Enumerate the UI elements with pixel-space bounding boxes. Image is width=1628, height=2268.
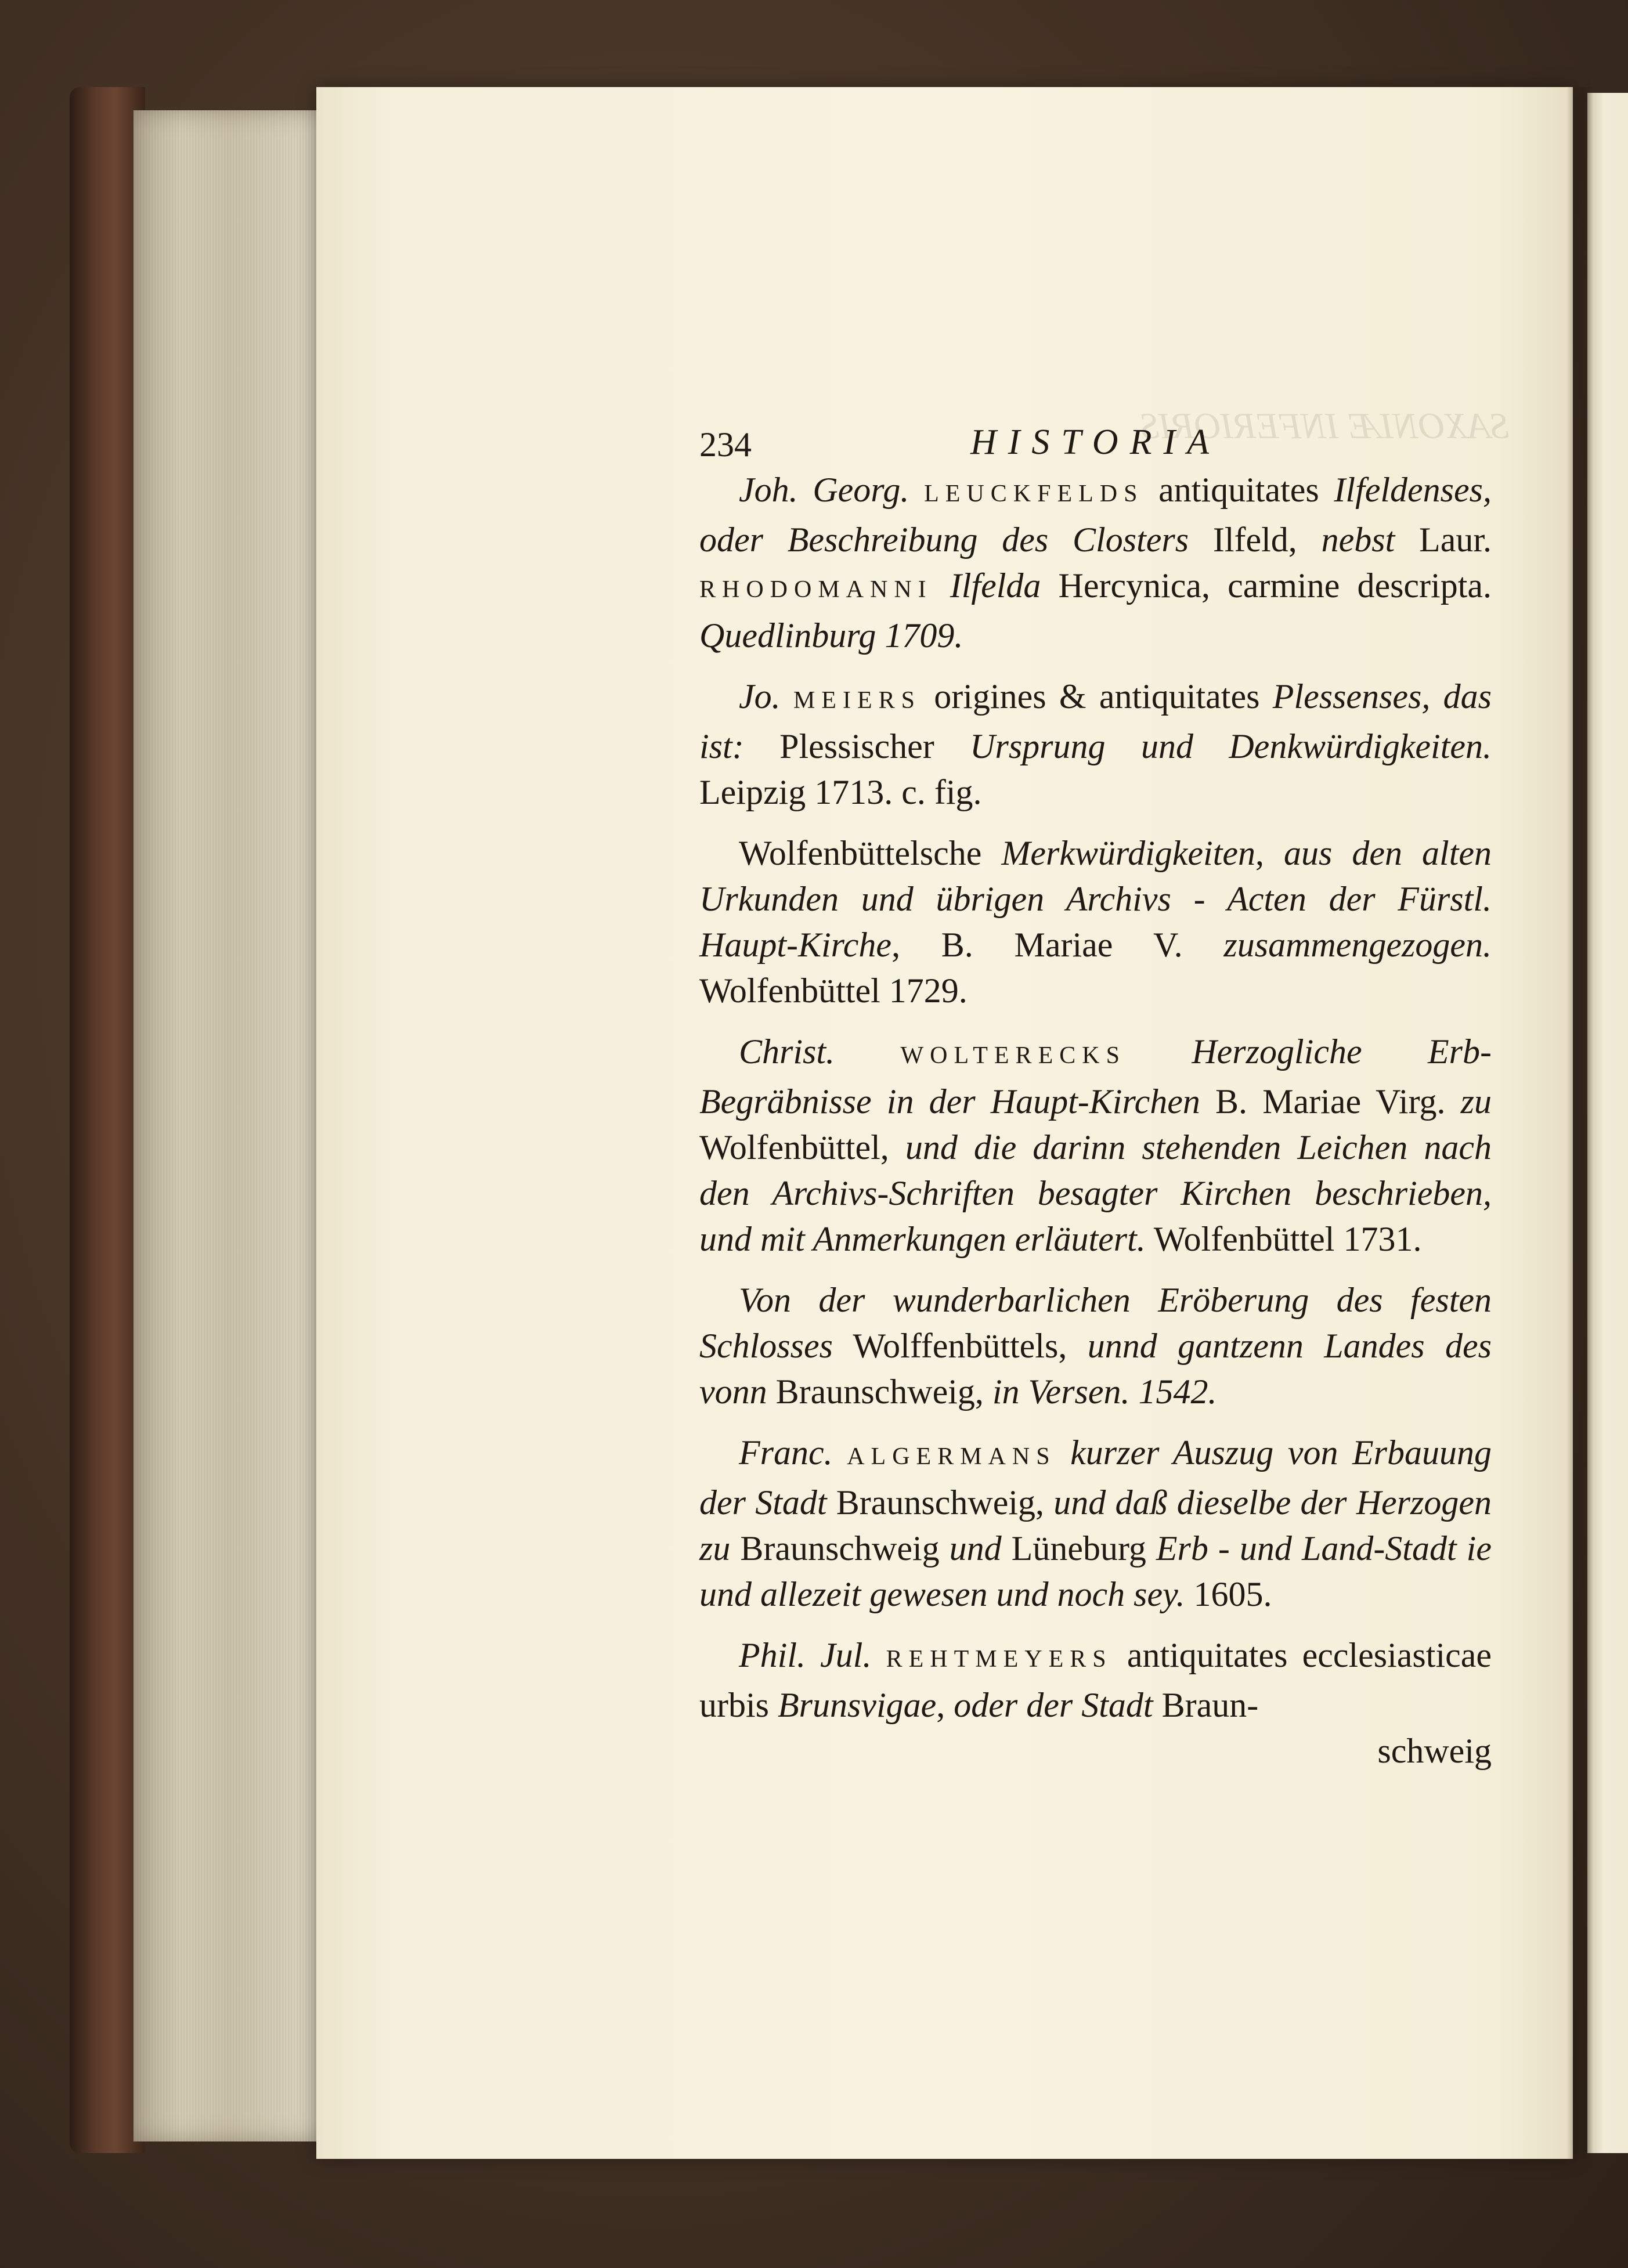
catchword: schweig xyxy=(1377,1732,1492,1770)
text-block xyxy=(699,415,1492,1774)
entry-text: Wolfenbüttelsche xyxy=(739,834,1002,872)
entry-text: Laur. xyxy=(1395,521,1492,559)
bibliography-entry xyxy=(699,1430,1492,1617)
entry-text xyxy=(835,1032,900,1071)
entry-text: Ilfelda xyxy=(950,566,1041,605)
page-edges xyxy=(133,110,325,2141)
entry-text: Quedlinburg 1709. xyxy=(699,616,963,655)
entry-text: 1605. xyxy=(1185,1575,1272,1613)
entry-text: Plessischer xyxy=(743,727,970,765)
entry-text xyxy=(909,471,924,509)
entry-text: Herzogliche Erb-Begräbnisse in der Haupt-Kirchen xyxy=(699,1032,1492,1121)
entry-text: , xyxy=(1255,834,1284,872)
entry-text: ALGERMANS xyxy=(847,1443,1056,1470)
entry-text: und die darinn stehenden Leichen nach den Archivs-Schriften besagter Kirchen beschrieben, und mit Anmerkungen erläutert. xyxy=(699,1128,1492,1258)
bibliography-entries xyxy=(699,467,1492,1728)
entry-text: Franc. xyxy=(739,1433,833,1472)
bibliography-entry xyxy=(699,1277,1492,1415)
entry-text: und daß dieselbe der Herzogen zu xyxy=(699,1483,1492,1568)
entry-text: MEIERS xyxy=(793,687,921,714)
bibliography-entry xyxy=(699,1029,1492,1262)
entry-text: Ilfeld, xyxy=(1189,521,1322,559)
entry-text: nebst xyxy=(1321,521,1395,559)
entry-text: oder der Stadt xyxy=(954,1686,1153,1724)
bibliography-entry xyxy=(699,467,1492,659)
entry-text: antiquitates ecclesiasticae urbis xyxy=(699,1636,1492,1724)
entry-text: Christ. xyxy=(739,1032,835,1071)
entry-text: Wolfenbüttel, xyxy=(699,1128,905,1166)
entry-text: Brunsvigae xyxy=(778,1686,937,1724)
entry-text: Ursprung und Denkwürdigkeiten. xyxy=(970,727,1492,765)
entry-text: Phil. Jul. xyxy=(739,1636,872,1674)
entry-text: aus den alten Urkunden und übrigen Archivs - Acten der Fürstl. Haupt-Kirche xyxy=(699,834,1492,964)
bibliography-entry xyxy=(699,1633,1492,1728)
entry-text: Wolfenbüttel 1729. xyxy=(699,972,968,1010)
bibliography-entry xyxy=(699,830,1492,1014)
entry-text: Ilfeldenses, oder Beschreibung des Closters xyxy=(699,471,1492,559)
entry-text: zu xyxy=(1460,1082,1492,1121)
entry-text xyxy=(933,566,950,605)
entry-text: , B. Mariae V. xyxy=(891,926,1224,964)
entry-text: kurzer Auszug von Erbauung der Stadt xyxy=(699,1433,1492,1522)
entry-text xyxy=(781,677,793,716)
entry-text: Von der wunderbarlichen Eröberung des festen Schlosses xyxy=(699,1281,1492,1365)
entry-text xyxy=(1056,1433,1071,1472)
entry-text: WOLTERECKS xyxy=(900,1042,1126,1069)
entry-text: Braunschweig xyxy=(730,1529,950,1568)
facing-page-edge xyxy=(1587,93,1628,2153)
entry-text: B. Mariae Virg. xyxy=(1200,1082,1461,1121)
entry-text xyxy=(833,1433,847,1472)
entry-text: Merkwürdigkeiten xyxy=(1001,834,1256,872)
entry-text: Hercynica, carmine descripta. xyxy=(1041,566,1492,605)
page-number: 234 xyxy=(699,425,752,464)
entry-text: Jo. xyxy=(739,677,781,716)
entry-text: origines & antiquitates xyxy=(921,677,1273,716)
gutter-shadow xyxy=(1567,87,1593,2159)
entry-text: Plessenses, das ist: xyxy=(699,677,1492,765)
entry-text: LEUCKFELDS xyxy=(924,481,1144,507)
entry-text: Wolffenbüttels, xyxy=(832,1327,1088,1365)
entry-text: Wolfenbüttel 1731. xyxy=(1145,1220,1422,1258)
page-header xyxy=(699,415,1492,467)
running-title: HISTORIA xyxy=(970,422,1221,462)
entry-text xyxy=(871,1636,886,1674)
bibliography-entry xyxy=(699,674,1492,815)
entry-text: RHODOMANNI xyxy=(699,576,933,603)
entry-text: Braunschweig, xyxy=(826,1483,1054,1522)
entry-text: und xyxy=(949,1529,1002,1568)
entry-text xyxy=(1126,1032,1192,1071)
entry-text: unnd gantzenn Landes des vonn xyxy=(699,1327,1492,1411)
entry-text: Leipzig 1713. c. fig. xyxy=(699,773,982,811)
entry-text: Joh. Georg. xyxy=(739,471,909,509)
entry-text: Braun- xyxy=(1153,1686,1259,1724)
entry-text: Lüneburg xyxy=(1001,1529,1156,1568)
entry-text: REHTMEYERS xyxy=(886,1646,1113,1673)
entry-text: , xyxy=(936,1686,954,1724)
entry-text: Erb - und Land-Stadt ie und allezeit gewesen und noch sey. xyxy=(699,1529,1492,1613)
entry-text: in Versen. 1542. xyxy=(992,1373,1217,1411)
entry-text: antiquitates xyxy=(1143,471,1334,509)
entry-text: Braunschweig, xyxy=(767,1373,992,1411)
entry-text: zusammengezogen. xyxy=(1223,926,1492,964)
